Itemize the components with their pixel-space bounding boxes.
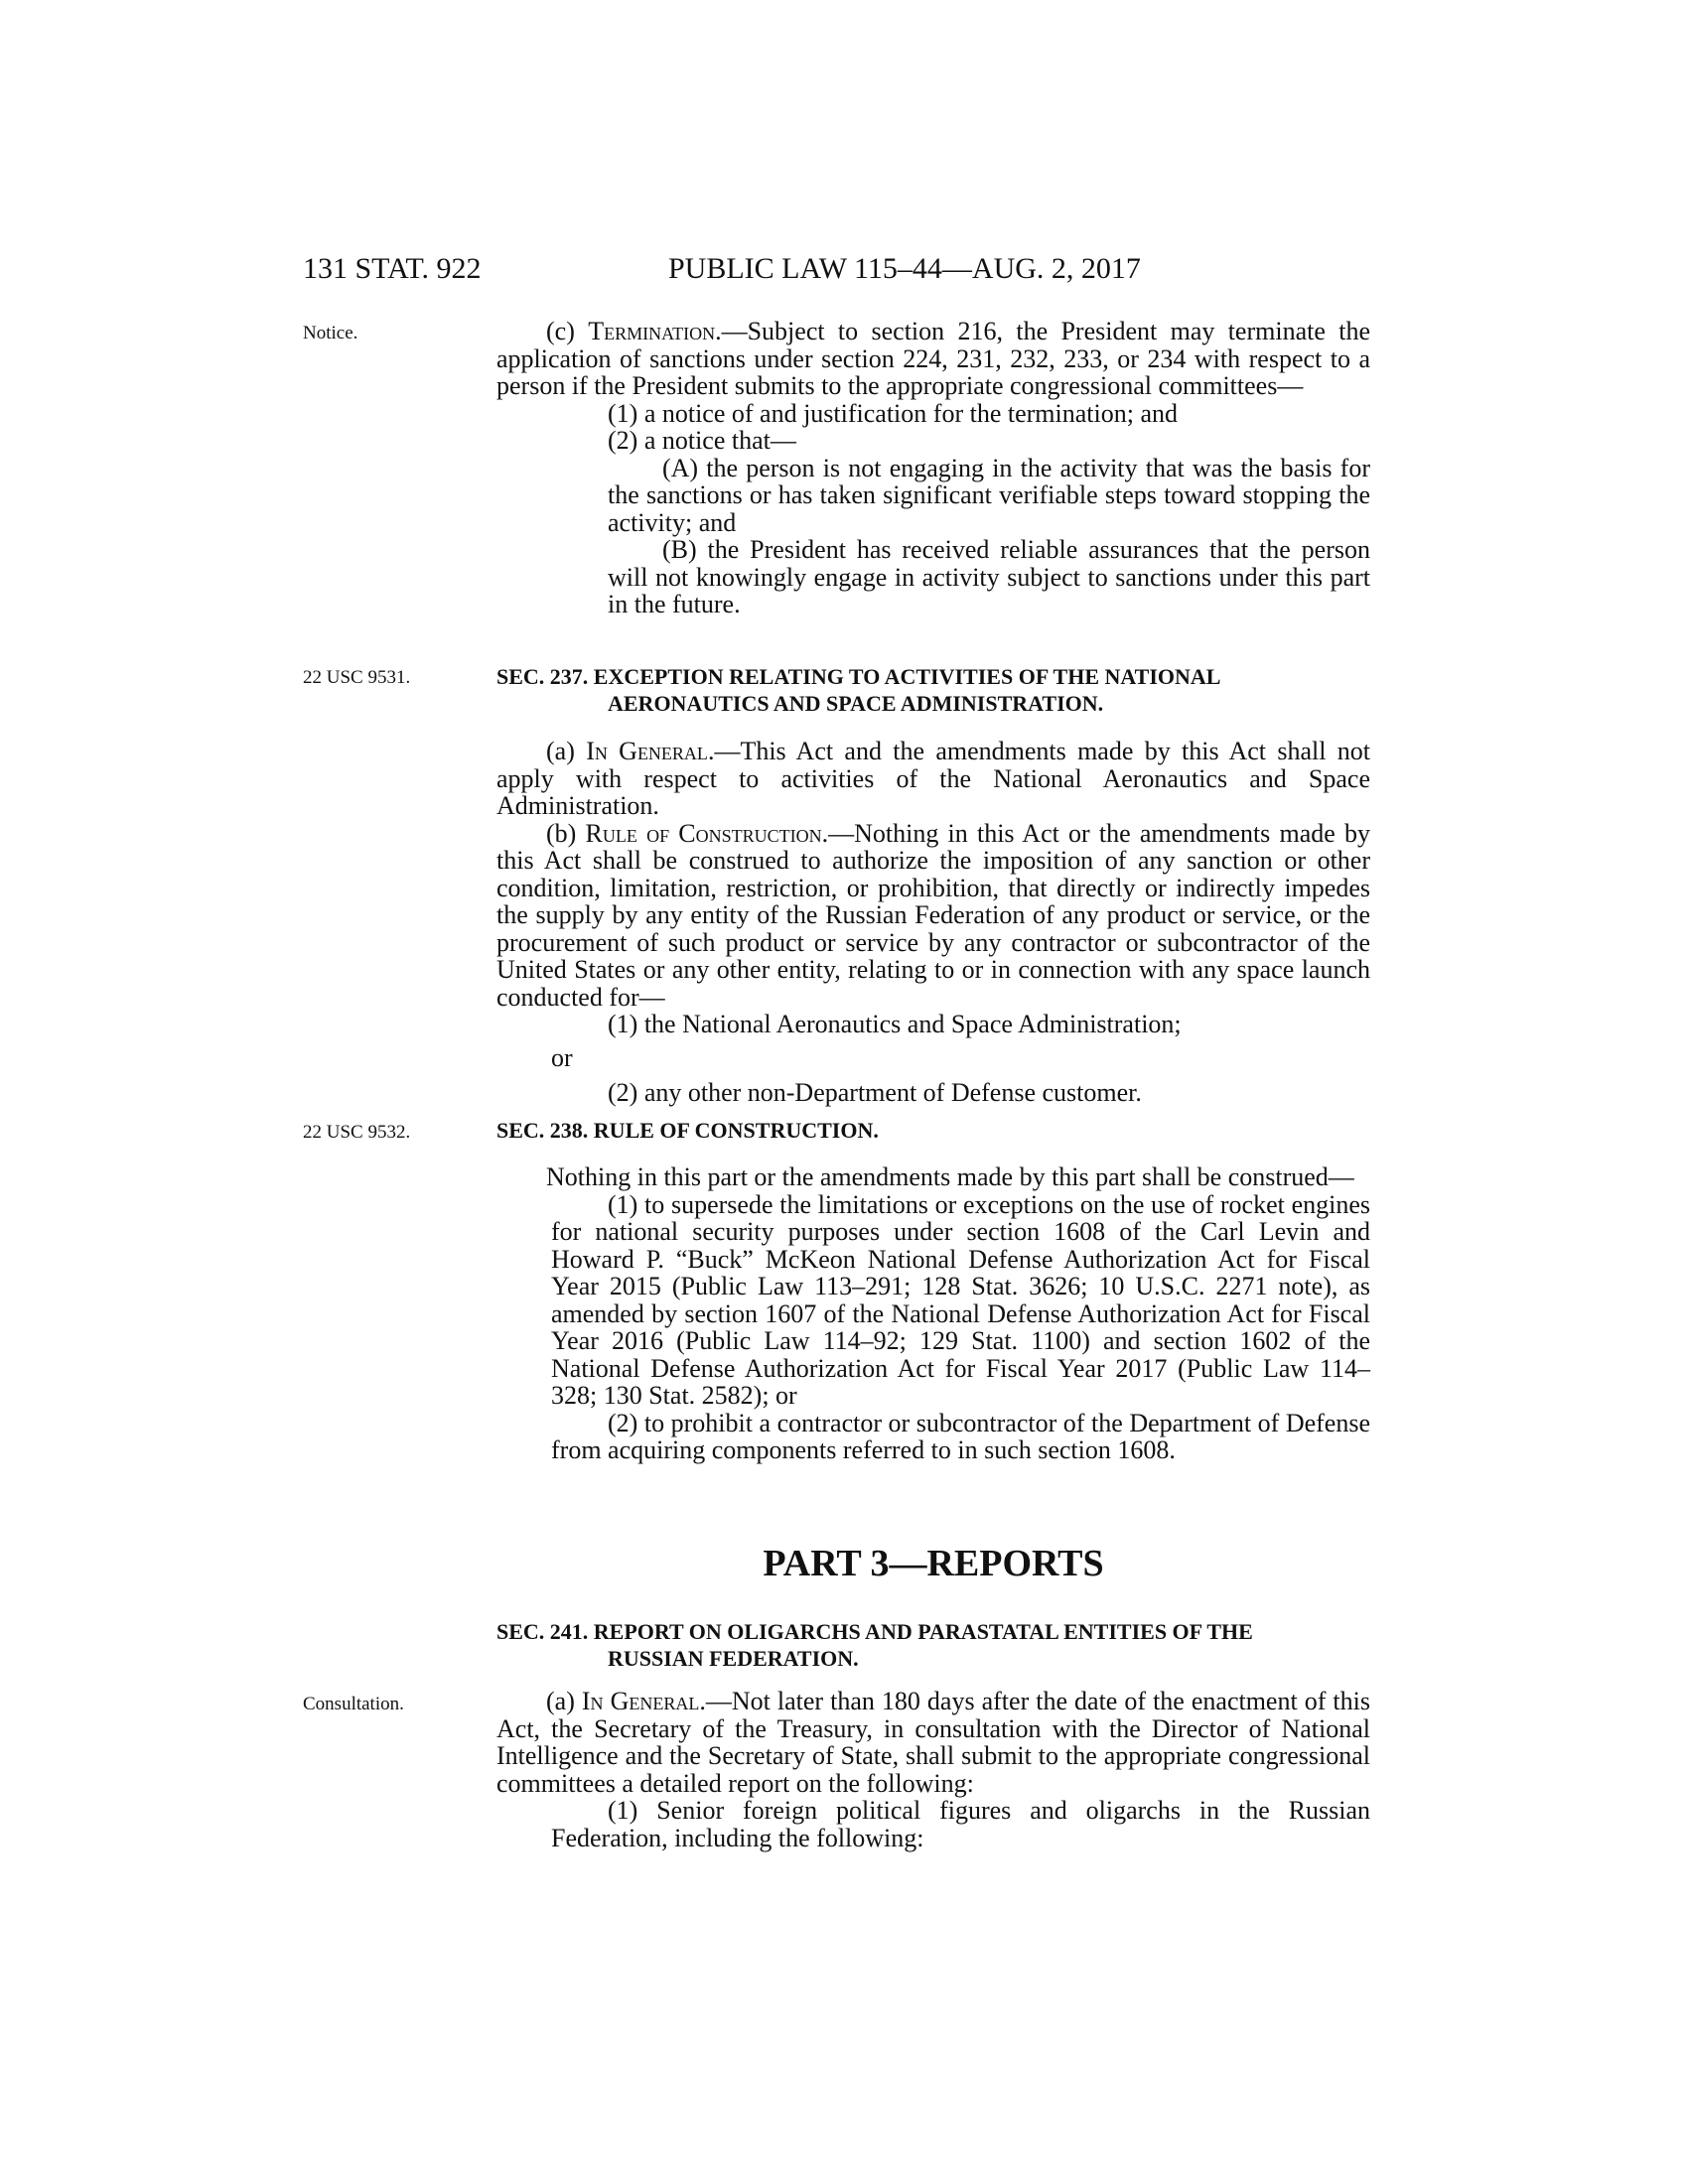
termination-item-b: (B) the President has received reliable assurances that the person will not knowingly engage in activity subject to sanctions under this part in the future. bbox=[608, 535, 1370, 618]
sec-238-intro: Nothing in this part or the amendments made by this part shall be construed— bbox=[546, 1162, 1354, 1191]
sec-237-b: (b) Rule of Construction.—Nothing in this Act or the amendments made by this Act shall be construed to authorize the imposition of any sanction or other condition, limitation, restriction, or prohibition, that directly or indirectly impedes the supply by any entity of the Russian Federation of any product or service, or the procurement of such product or service by any contractor or subcontractor of the United States or any other entity, relating to or in connection with any space launch conducted for— bbox=[496, 818, 1370, 1012]
sec-238-body bbox=[496, 1163, 1370, 1464]
sec-237-title-line-2: AERONAUTICS AND SPACE ADMINISTRATION. bbox=[608, 691, 1104, 716]
termination-paragraph: (c) Termination.—Subject to section 216, the President may terminate the application of sanctions under section 224, 231, 232, 233, or 234 with respect to a person if the President submits to the appropriate congressional committees— bbox=[496, 317, 1370, 400]
sec-241-heading bbox=[496, 1618, 1370, 1672]
sec-237-b-heading: Rule of Construction bbox=[585, 818, 822, 848]
sec-238-title: SEC. 238. RULE OF CONSTRUCTION. bbox=[496, 1118, 879, 1143]
sec-238-item-2: (2) to prohibit a contractor or subcontractor of the Department of Defense from acquiring components referred to in such section 1608. bbox=[551, 1408, 1370, 1464]
termination-heading: Termination bbox=[588, 317, 716, 345]
sec-241-body bbox=[496, 1688, 1370, 1851]
sec-237-item-1-cont: or bbox=[551, 1042, 573, 1072]
sec-237-item-1: (1) the National Aeronautics and Space Administration; bbox=[608, 1010, 1182, 1038]
termination-item-a: (A) the person is not engaging in the activity that was the basis for the sanctions or has taken significant verifiable steps toward stopping the activity; and bbox=[608, 453, 1370, 537]
sec-237-title-line-1: SEC. 237. EXCEPTION RELATING TO ACTIVITIES OF THE NATIONAL bbox=[496, 664, 1221, 689]
part-3-title: PART 3—REPORTS bbox=[763, 1543, 1104, 1584]
margin-note-consultation: Consultation. bbox=[303, 1694, 404, 1714]
sec-241-title-line-2: RUSSIAN FEDERATION. bbox=[608, 1646, 859, 1671]
sec-237-item-2: (2) any other non-Department of Defense customer. bbox=[608, 1078, 1142, 1107]
sec-237-a-heading: In General bbox=[586, 737, 708, 765]
sec-241-title-line-1: SEC. 241. REPORT ON OLIGARCHS AND PARASTATAL ENTITIES OF THE bbox=[496, 1619, 1253, 1644]
sec-238-item-1: (1) to supersede the limitations or exceptions on the use of rocket engines for national security purposes under section 1608 of the Carl Levin and Howard P. “Buck” McKeon National Defense Authorization Act for Fiscal Year 2015 (Public Law 113–291; 128 Stat. 3626; 10 U.S.C. 2271 note), as amended by section 1607 of the National Defense Authorization Act for Fiscal Year 2016 (Public Law 114–92; 129 Stat. 1100) and section 1602 of the National Defense Authorization Act for Fiscal Year 2017 (Public Law 114–328; 130 Stat. 2582); or bbox=[551, 1189, 1370, 1410]
margin-note-usc-9532: 22 USC 9532. bbox=[303, 1122, 411, 1143]
page-running-head: PUBLIC LAW 115–44—AUG. 2, 2017 bbox=[668, 252, 1141, 285]
termination-subsection bbox=[496, 318, 1370, 618]
margin-note-notice: Notice. bbox=[303, 323, 358, 343]
sec-241-a-heading: In General bbox=[581, 1687, 700, 1715]
sec-237-a: (a) In General.—This Act and the amendments made by this Act shall not apply with respect to activities of the National Aeronautics and Space Administration. bbox=[496, 737, 1370, 820]
termination-item-1: (1) a notice of and justification for the termination; and bbox=[608, 398, 1178, 428]
termination-item-2: (2) a notice that— bbox=[608, 426, 796, 455]
sec-241-item-1: (1) Senior foreign political figures and oligarchs in the Russian Federation, including the following: bbox=[551, 1796, 1370, 1852]
sec-237-heading bbox=[496, 663, 1370, 717]
margin-note-usc-9531: 22 USC 9531. bbox=[303, 667, 411, 688]
sec-237-body bbox=[496, 738, 1370, 1107]
sec-241-a: (a) In General.—Not later than 180 days after the date of the enactment of this Act, the Secretary of the Treasury, in consultation with the Director of National Intelligence and the Secretary of State, shall submit to the appropriate congressional committees a detailed report on the following: bbox=[496, 1687, 1370, 1798]
page-stat-citation: 131 STAT. 922 bbox=[303, 252, 482, 285]
sec-238-heading bbox=[496, 1117, 1370, 1144]
